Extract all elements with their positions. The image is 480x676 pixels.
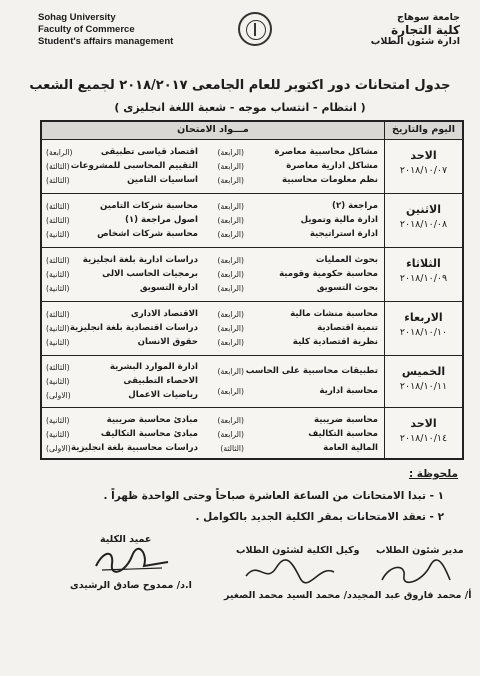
day-name: الاحد (410, 149, 437, 162)
subject-name: محاسبة شركات اشخاص (97, 229, 198, 240)
subject-name: محاسبة ضريبية (313, 414, 378, 425)
header-day-date: اليوم والتاريخ (384, 122, 462, 139)
subject-level: (الثالثة) (46, 176, 70, 186)
day-name: الثلاثاء (406, 257, 441, 270)
subject-level: (الثالثة) (46, 201, 70, 211)
day-date-cell (384, 302, 462, 355)
subject-level: (الثانية) (46, 376, 70, 386)
manager-signature-icon (376, 558, 456, 588)
subject-name: محاسبة التكاليف (308, 428, 378, 439)
dean-name: ا.د/ ممدوح صادق الرشيدى (70, 580, 192, 591)
subj2-column (69, 307, 198, 350)
department-name-en: Student's affairs management (38, 36, 174, 47)
subject-name: ادارة الموارد البشرية (109, 362, 198, 373)
subject-name: اساسيات التامين (127, 175, 198, 186)
subject-level: (الثالثة) (46, 363, 70, 373)
subj2-column (82, 253, 198, 296)
table-row (42, 408, 462, 460)
vice-dean-name: د/ محمد السيد محمد الصغير (224, 590, 352, 601)
subject-name: محاسبة حكومية وقومية (279, 268, 378, 279)
subject-name: دراسات محاسبية بلغة انجليزية (71, 442, 198, 453)
subject-name: التقييم المحاسبى للمشروعات (70, 160, 198, 171)
lvl1-column (198, 307, 244, 350)
subject-name: نظرية اقتصادية كلية (292, 337, 378, 348)
lvl2-column (46, 199, 88, 242)
table-row (42, 140, 462, 194)
subj2-column (88, 361, 198, 402)
subject-level: (الرابعة) (217, 215, 244, 225)
subject-level: (الثالثة) (46, 215, 70, 225)
document-title: جدول امتحانات دور اكتوبر للعام الجامعى ٢٠١٨/٢٠١٧ لجميع الشعب (29, 78, 451, 93)
subject-level: (الاولى) (46, 390, 71, 400)
lvl2-column (46, 361, 88, 402)
subject-name: برمجيات الحاسب الالى (102, 268, 198, 279)
subject-name: حقوق الانسان (137, 337, 198, 348)
subject-level: (الثانية) (46, 429, 70, 439)
day-name: الاربعاء (404, 311, 443, 324)
lvl2-column (46, 307, 88, 350)
lvl1-column (198, 361, 244, 402)
subject-name: مبادئ محاسبة التكاليف (100, 428, 198, 439)
subj2-column (88, 199, 198, 242)
subject-name: بحوث التسويق (316, 283, 378, 294)
manager-title: مدير شئون الطلاب (376, 545, 464, 556)
subject-name: المالية العامة (323, 442, 378, 453)
subject-level: (الثانية) (46, 230, 70, 240)
day-name: الخميس (401, 365, 446, 378)
subject-name: دراسات ادارية بلغة انجليزية (82, 254, 198, 265)
header-english (38, 12, 173, 48)
subj1-column (244, 145, 378, 188)
note-item: ١ - تبدا الامتحانات من الساعة العاشرة صباحاً وحتى الواحدة ظهراً . (103, 490, 444, 502)
subject-level: (الرابعة) (217, 387, 244, 397)
vice-dean-signature-icon (240, 558, 340, 588)
subject-level: (الرابعة) (217, 230, 244, 240)
document-subtitle: ( انتظام - انتساب موجه - شعبة اللغة انجليزى ) (114, 101, 366, 114)
notes-heading: ملحوظة : (408, 468, 458, 480)
exam-date: ٢٠١٨/١٠/١٠ (399, 327, 448, 338)
subj1-column (244, 253, 378, 296)
note-item: ٢ - تعقد الامتحانات بمقر الكلية الجديد بالكوامل . (195, 511, 444, 523)
exam-date: ٢٠١٨/١٠/١٤ (399, 433, 448, 444)
lvl1-column (198, 145, 244, 188)
dean-signature-icon (92, 546, 172, 576)
subject-level: (الثانية) (46, 338, 70, 348)
subject-name: تطبيقات محاسبية على الحاسب (245, 365, 378, 376)
subject-level: (الثانية) (46, 323, 70, 333)
subj2-column (70, 145, 198, 188)
subj1-column (244, 307, 378, 350)
subject-level: (الرابعة) (46, 147, 73, 157)
lvl2-column (46, 253, 88, 296)
subject-level: (الرابعة) (217, 309, 244, 319)
subject-name: محاسبة شركات التامين (99, 200, 198, 211)
subject-level: (الرابعة) (217, 176, 244, 186)
table-row (42, 248, 462, 302)
exam-date: ٢٠١٨/١٠/٠٧ (399, 165, 448, 176)
table-row (42, 194, 462, 248)
header-arabic (371, 12, 460, 48)
vice-dean-title: وكيل الكلية لشئون الطلاب (236, 545, 360, 556)
subject-level: (الرابعة) (217, 255, 244, 265)
subject-name: الاقتصاد الادارى (130, 308, 198, 319)
dean-title: عميد الكلية (100, 534, 152, 545)
subj1-column (244, 199, 378, 242)
subject-name: ادارة التسويق (139, 283, 198, 294)
lvl1-column (198, 199, 244, 242)
faculty-name-ar: كلية التجارة (391, 23, 460, 37)
header-materials: مـــواد الامتحان (177, 124, 249, 135)
day-date-cell (384, 408, 462, 460)
exam-date: ٢٠١٨/١٠/١١ (399, 381, 448, 392)
subject-name: دراسات اقتصادية بلغة انجليزية (69, 322, 198, 333)
subject-level: (الثانية) (46, 415, 70, 425)
subject-level: (الثالثة) (220, 443, 244, 453)
subject-level: (الرابعة) (217, 161, 244, 171)
table-row (42, 302, 462, 356)
day-date-cell (384, 356, 462, 407)
subject-level: (الرابعة) (217, 323, 244, 333)
university-logo-icon (238, 12, 272, 46)
department-name-ar: ادارة شئون الطلاب (370, 36, 460, 47)
subject-name: تنمية اقتصادية (317, 322, 378, 333)
subject-name: محاسبة ادارية (319, 386, 378, 397)
subject-name: بحوث العمليات (315, 254, 378, 265)
subject-level: (الثانية) (46, 269, 70, 279)
subject-name: مشاكل ادارية معاصرة (286, 160, 378, 171)
lvl2-column (46, 413, 88, 455)
day-name: الاثنين (406, 203, 441, 216)
day-name: الاحد (410, 417, 437, 430)
subject-name: محاسبة منشات مالية (290, 308, 378, 319)
subject-level: (الرابعة) (217, 284, 244, 294)
faculty-name-en: Faculty of Commerce (38, 24, 135, 35)
subject-name: مشاكل محاسبية معاصرة (274, 146, 378, 157)
subj2-column (71, 413, 198, 455)
university-name-ar: جامعة سوهاج (396, 12, 460, 23)
day-date-cell (384, 194, 462, 247)
lvl1-column (198, 253, 244, 296)
subject-level: (الثالثة) (46, 161, 70, 171)
subj1-column (244, 361, 378, 402)
subject-name: الاحصاء التطبيقى (123, 375, 198, 386)
subject-level: (الاولى) (46, 443, 71, 453)
subject-level: (الرابعة) (217, 429, 244, 439)
subject-level: (الرابعة) (217, 415, 244, 425)
subject-level: (الرابعة) (217, 366, 244, 376)
subject-name: مبادئ محاسبة ضريبية (106, 414, 198, 425)
subject-name: اقتصاد قياسى تطبيقى (100, 146, 198, 157)
schedule-table (40, 120, 464, 460)
subject-level: (الرابعة) (217, 338, 244, 348)
lvl2-column (46, 145, 88, 188)
exam-date: ٢٠١٨/١٠/٠٨ (399, 219, 448, 230)
manager-name: أ/ محمد فاروق عبد المجيد (352, 590, 472, 601)
university-name-en: Sohag University (38, 12, 116, 23)
subject-level: (الرابعة) (217, 269, 244, 279)
subject-name: مراجعة (٢) (332, 200, 378, 211)
subject-level: (الثالثة) (46, 309, 70, 319)
table-row (42, 356, 462, 408)
subject-name: ادارة مالية وتمويل (300, 214, 378, 225)
subject-name: ادارة استراتيجية (309, 229, 378, 240)
lvl1-column (198, 413, 244, 455)
day-date-cell (384, 248, 462, 301)
subject-name: رياضيات الاعمال (128, 389, 198, 400)
exam-date: ٢٠١٨/١٠/٠٩ (399, 273, 448, 284)
subject-name: نظم معلومات محاسبية (282, 175, 378, 186)
subject-level: (الثالثة) (46, 255, 70, 265)
day-date-cell (384, 140, 462, 193)
subject-name: اصول مراجعة (١) (124, 214, 198, 225)
subject-level: (الرابعة) (217, 147, 244, 157)
table-header (42, 122, 462, 140)
subj1-column (244, 413, 378, 455)
subject-level: (الثانية) (46, 284, 70, 294)
subject-level: (الرابعة) (217, 201, 244, 211)
